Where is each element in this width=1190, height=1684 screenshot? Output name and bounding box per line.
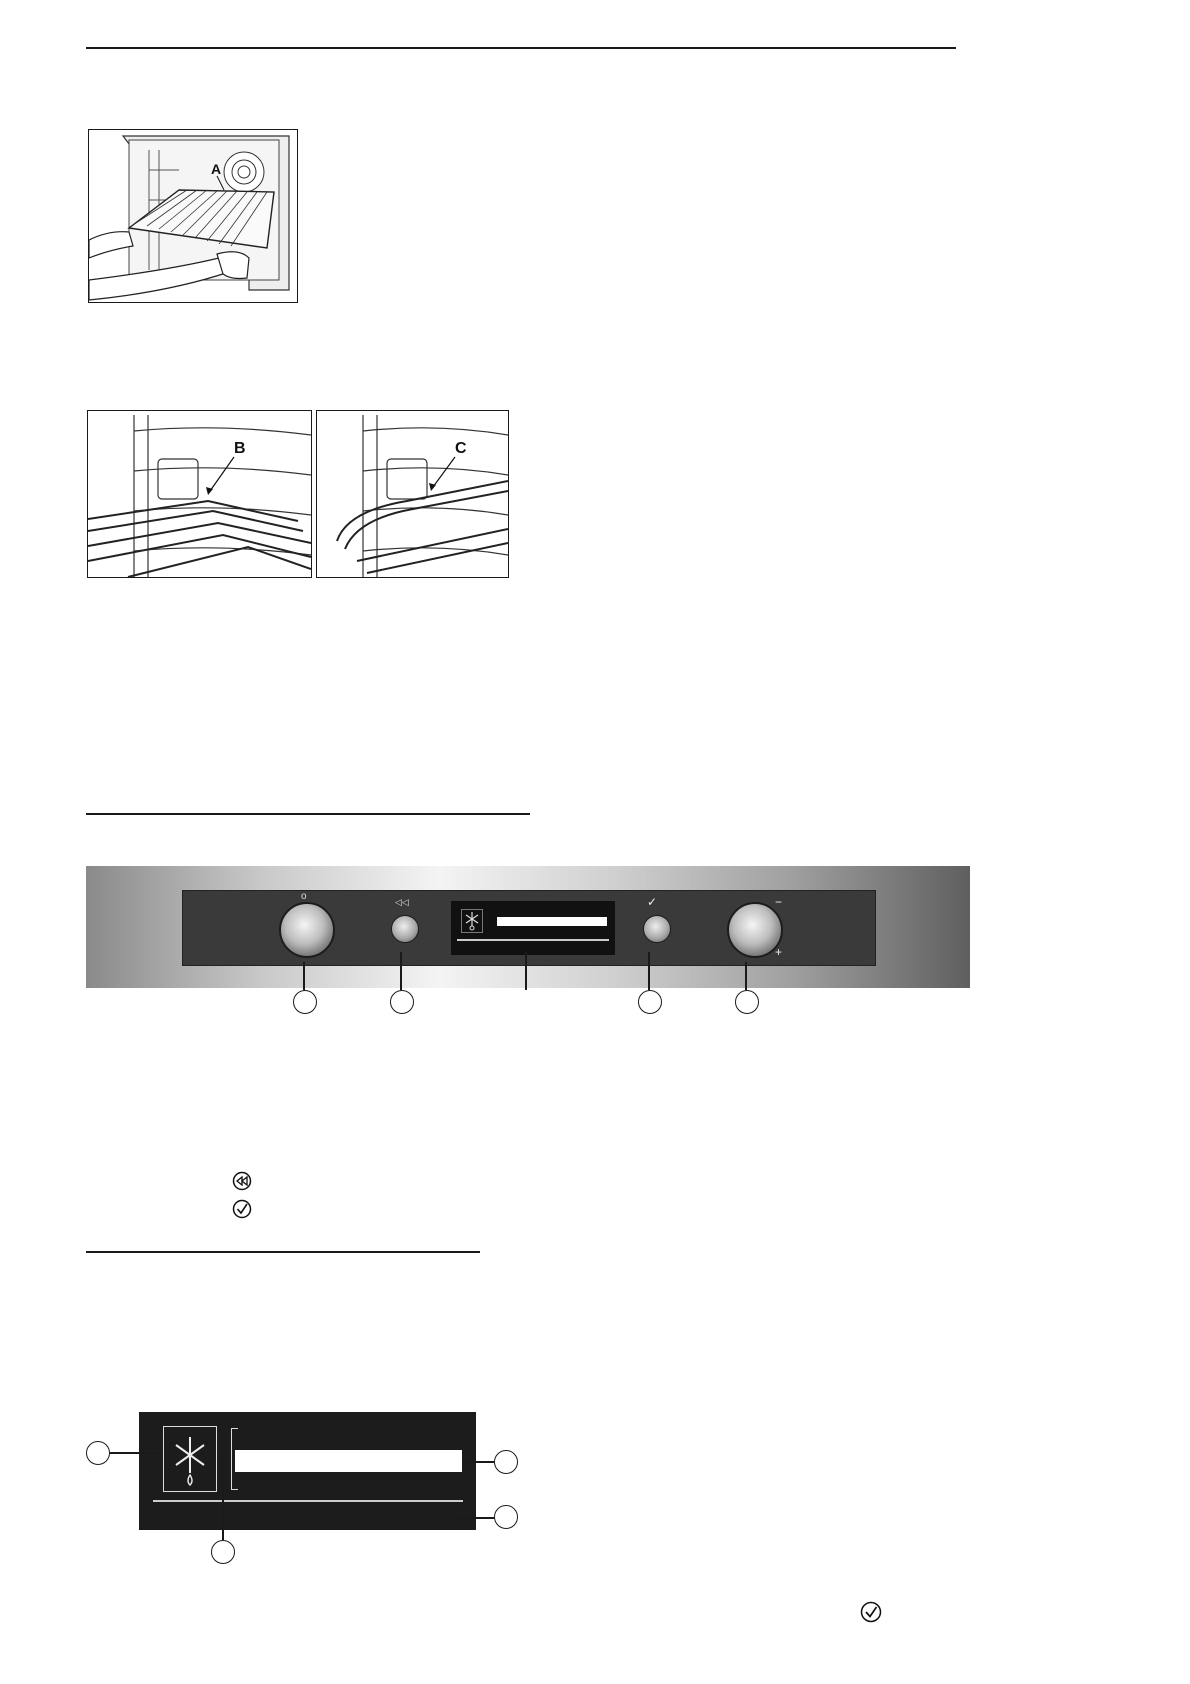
leader-line-5 bbox=[745, 962, 747, 990]
callout-1 bbox=[293, 990, 317, 1014]
oven-rack-insertion-figure bbox=[88, 129, 298, 303]
display-text-bar bbox=[497, 917, 607, 926]
leader-line-4 bbox=[648, 952, 650, 990]
top-rule bbox=[86, 47, 956, 49]
oven-rack-insertion-illustration bbox=[89, 130, 297, 302]
display-leader-bottom bbox=[222, 1460, 224, 1540]
snowflake-drop-icon-large bbox=[164, 1427, 216, 1491]
leader-line-3 bbox=[525, 952, 527, 990]
right-knob-plus-label: + bbox=[775, 945, 783, 959]
right-knob-minus-label: − bbox=[775, 895, 783, 909]
section-rule-display bbox=[86, 1251, 480, 1253]
back-button-label: ◁◁ bbox=[395, 897, 409, 907]
rack-detail-b-figure bbox=[87, 410, 312, 578]
oven-control-panel bbox=[86, 866, 970, 988]
checkmark-circle-icon bbox=[232, 1199, 252, 1219]
display-leader-left bbox=[110, 1452, 160, 1454]
rack-detail-c-figure bbox=[316, 410, 509, 578]
display-detail bbox=[139, 1412, 476, 1530]
function-selector-knob[interactable] bbox=[279, 902, 335, 958]
display-mode-icon-box bbox=[461, 909, 483, 933]
leader-line-2 bbox=[400, 952, 402, 990]
back-legend-symbol bbox=[232, 1171, 252, 1196]
leader-line-1 bbox=[303, 962, 305, 990]
display-mode-frame bbox=[163, 1426, 217, 1492]
footer-confirm-symbol bbox=[860, 1601, 882, 1628]
callout-5 bbox=[735, 990, 759, 1014]
section-rule-control-panel bbox=[86, 813, 530, 815]
callout-4 bbox=[638, 990, 662, 1014]
label-b: B bbox=[234, 440, 246, 457]
control-panel-face bbox=[182, 890, 876, 966]
checkmark-circle-icon-footer bbox=[860, 1601, 882, 1623]
label-a: A bbox=[211, 161, 222, 177]
rack-detail-b-illustration bbox=[88, 411, 311, 577]
display-leader-right-2 bbox=[455, 1517, 494, 1519]
left-knob-label: o bbox=[301, 891, 307, 902]
display-underline bbox=[457, 939, 609, 941]
snowflake-drop-icon bbox=[462, 910, 482, 932]
display-callout-right-1 bbox=[494, 1450, 518, 1474]
rewind-circle-icon bbox=[232, 1171, 252, 1191]
display-leader-right-1 bbox=[462, 1461, 494, 1463]
display-callout-left bbox=[86, 1441, 110, 1465]
display-callout-right-2 bbox=[494, 1505, 518, 1529]
rack-detail-c-illustration bbox=[317, 411, 508, 577]
back-button[interactable] bbox=[391, 915, 419, 943]
callout-2 bbox=[390, 990, 414, 1014]
label-c: C bbox=[455, 440, 467, 457]
display-main-text-bar bbox=[235, 1450, 462, 1472]
confirm-legend-symbol bbox=[232, 1199, 252, 1224]
control-panel-display bbox=[451, 901, 615, 955]
confirm-button-label: ✓ bbox=[647, 895, 658, 909]
display-bottom-line bbox=[153, 1500, 463, 1502]
display-callout-bottom bbox=[211, 1540, 235, 1564]
confirm-button[interactable] bbox=[643, 915, 671, 943]
